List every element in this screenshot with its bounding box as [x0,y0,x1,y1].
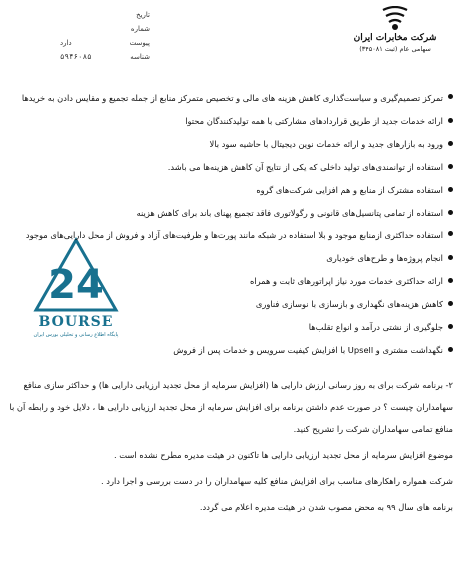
id-value: ۵۹۴۶۰۸۵ [60,52,92,61]
list-item: جلوگیری از نشتی درآمد و انواع تقلب‌ها [6,316,453,339]
svg-text:24: 24 [48,262,104,308]
question-paragraph: ۲- برنامه شرکت برای به روز رسانی ارزش دارایی ها (افزایش سرمایه از محل تجدید ارزیابی دارایی ها) و حداکثر سازی منافع سهامداران چیست ؟ در صورت عدم داشتن برنامه برای افزایش سرمایه از محل تجدید ارزیابی دارایی ها ، دلایل خود و رابطه آن با منافع تمامی سهامداران شرکت را تشریح کنید. [9,380,453,434]
letter-header-fields [60,8,150,64]
list-item: انجام پروژه‌ها و طرح‌های خودیاری [6,247,453,270]
list-item: کاهش هزینه‌های نگهداری و بازسازی با نوسازی فناوری [6,293,453,316]
id-row [60,50,150,64]
company-registration: سهامی عام (ثبت ۳۴۵۰۸۱) [359,45,431,53]
number-label: شماره [130,25,150,33]
answer-line: شرکت همواره راهکارهای مناسب برای افزایش منافع کلیه سهامداران را در دست بررسی و اجرا دارد . [101,476,453,486]
id-label: شناسه [130,53,150,61]
answer-line: موضوع افزایش سرمایه از محل تجدید ارزیابی دارایی ها تاکنون در هیئت مدیره مطرح نشده است . [114,450,453,460]
list-item: نگهداشت مشتری و Upsell با افزایش کیفیت سرویس و خدمات پس از فروش [6,339,453,362]
answer-line: برنامه های سال ۹۹ به محض مصوب شدن در هیئت مدیره اعلام می گردد. [199,502,453,512]
list-item: ورود به بازارهای جدید و ارائه خدمات نوین دیجیتال با حاشیه سود بالا [6,133,453,156]
list-item: استفاده حداکثری ازمنابع موجود و بلا استفاده در شبکه مانند پورت‌ها و ظرفیت‌های آزاد و فروش از محل دارایی‌های موجود [6,225,453,247]
watermark-subtext: پایگاه اطلاع رسانی و تحلیلی بورس ایران [33,332,119,338]
list-item: استفاده مشترک از منابع و هم افزایی شرکت‌های گروه [6,179,453,202]
tci-logo-icon [380,6,410,32]
bullet-list [6,88,453,362]
list-item: استفاده از تمامی پتانسیل‌های قانونی و رگولاتوری فاقد تجمیع پهنای باند برای کاهش هزینه [6,202,453,225]
attachment-label: پیوست [129,39,150,47]
list-item: تمرکز تصمیم‌گیری و سیاست‌گذاری کاهش هزینه های مالی و تخصیص متمرکز منابع از جمله تجمیع و مقایس دادن به خریدها [6,88,453,110]
letter-body [6,88,453,518]
watermark-text: BOURSE [38,314,114,330]
company-name: شرکت مخابرات ایران [353,33,437,43]
list-item: استفاده از توانمندی‌های تولید داخلی که یکی از نتایج آن کاهش هزینه‌ها می باشد. [6,156,453,179]
list-item: ارائه خدمات جدید از طریق قراردادهای مشارکتی با همه تولیدکنندگان محتوا [6,110,453,133]
date-label: تاریخ [136,11,150,19]
date-row [60,8,150,22]
attachment-value: دارد [60,39,72,47]
list-item: ارائه حداکثری خدمات مورد نیاز اپراتورهای ثابت و همراه [6,270,453,293]
number-row [60,22,150,36]
attachment-row [60,36,150,50]
company-logo [335,6,455,62]
